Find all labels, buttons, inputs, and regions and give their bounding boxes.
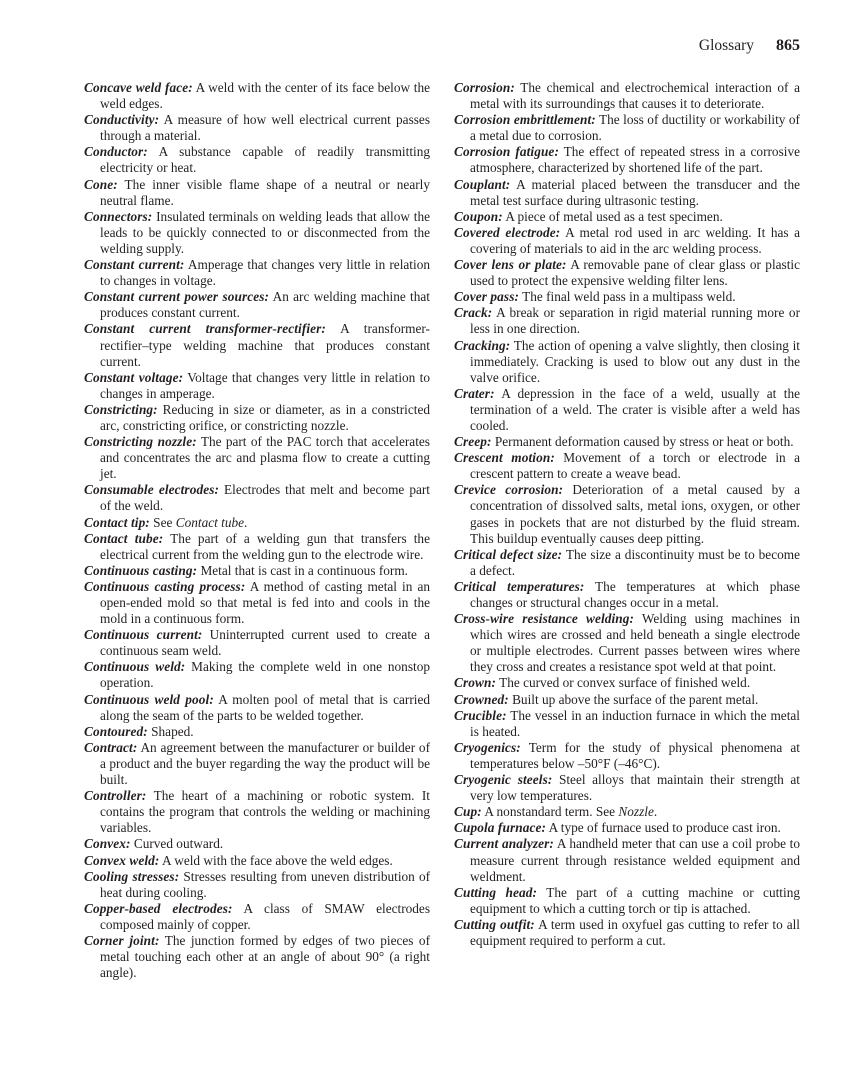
glossary-term: Creep: — [454, 434, 492, 450]
glossary-term: Covered electrode: — [454, 224, 561, 240]
glossary-entry — [454, 209, 800, 225]
glossary-definition: The size a discontinuity must be to become a defect. — [470, 546, 800, 578]
glossary-term: Controller: — [84, 788, 147, 804]
glossary-definition: The temperatures at which phase changes or structural changes occur in a metal. — [470, 578, 800, 610]
glossary-entry — [454, 804, 800, 820]
glossary-definition: An agreement between the manufacturer or builder of a product and the buyer regarding the way the product will be built. — [100, 739, 431, 788]
glossary-definition: Deterioration of a metal caused by a concentration of dissolved salts, metal ions, oxygen, or other gases in pockets that are not disturbed by the fluid stream. This buildup eventually causes deep pitting. — [470, 482, 800, 546]
glossary-definition: A depression in the face of a weld, usually at the termination of a weld. The crater is visible after a weld has cooled. — [470, 385, 800, 433]
glossary-entry — [454, 708, 800, 740]
glossary-definition: A class of SMAW electrodes composed mainly of copper. — [100, 900, 431, 932]
glossary-term: Cross-wire resistance welding: — [454, 611, 635, 627]
glossary-term: Connectors: — [84, 208, 153, 224]
glossary-definition: Permanent deformation caused by stress or heat or both. — [494, 434, 794, 450]
glossary-term: Constricting nozzle: — [84, 434, 197, 450]
glossary-term: Current analyzer: — [454, 836, 554, 852]
glossary-definition: A removable pane of clear glass or plastic used to protect the expensive welding filter lens. — [470, 257, 801, 289]
glossary-entry — [454, 482, 800, 546]
glossary-term: Contract: — [84, 739, 138, 755]
glossary-definition: Term for the study of physical phenomena at temperatures below –50°F (–46°C). — [470, 739, 800, 771]
glossary-definition: Movement of a torch or electrode in a crescent pattern to create a weave bead. — [470, 450, 800, 482]
glossary-term: Consumable electrodes: — [84, 482, 220, 498]
glossary-definition: A metal rod used in arc welding. It has a covering of materials to aid in the arc welding process. — [470, 224, 800, 256]
glossary-definition: A term used in oxyfuel gas cutting to refer to all equipment required to perform a cut. — [470, 916, 801, 948]
glossary-definition: The curved or convex surface of finished weld. — [499, 675, 751, 691]
glossary-term: Cryogenic steels: — [454, 772, 553, 788]
glossary-entry — [84, 177, 430, 209]
glossary-entry — [84, 434, 430, 482]
glossary-term: Crucible: — [454, 707, 507, 723]
glossary-entry — [84, 209, 430, 257]
glossary-term: Critical temperatures: — [454, 578, 585, 594]
glossary-definition: Built up above the surface of the parent metal. — [512, 691, 759, 707]
glossary-column-left — [84, 80, 430, 981]
glossary-entry — [84, 579, 430, 627]
glossary-definition: Insulated terminals on welding leads that allow the leads to be quickly connected to or disconmected from the welding supply. — [100, 208, 430, 256]
glossary-term: Coupon: — [454, 208, 503, 224]
glossary-entry — [454, 836, 800, 884]
glossary-entry — [84, 627, 430, 659]
glossary-entry — [84, 515, 430, 531]
glossary-entry — [84, 740, 430, 788]
glossary-term: Concave weld face: — [84, 80, 193, 95]
glossary-definition: The chemical and electrochemical interaction of a metal with its surroundings that causes it to deteriorate. — [470, 80, 800, 112]
glossary-definition: Steel alloys that maintain their strength at very low temperatures. — [470, 772, 800, 804]
glossary-definition: Uninterrupted current used to create a continuous seam weld. — [100, 627, 430, 659]
glossary-entry — [84, 692, 430, 724]
glossary-definition-tail: . — [244, 514, 248, 530]
glossary-definition: The part of a welding gun that transfers the electrical current from the welding gun to the electrode wire. — [100, 530, 430, 562]
glossary-entry — [84, 869, 430, 901]
glossary-definition: Shaped. — [151, 723, 194, 739]
glossary-entry — [84, 112, 430, 144]
glossary-entry — [84, 257, 430, 289]
glossary-definition: Curved outward. — [133, 836, 224, 852]
glossary-term: Critical defect size: — [454, 546, 563, 562]
glossary-term: Crown: — [454, 675, 496, 691]
glossary-definition-tail: . — [653, 804, 658, 820]
glossary-term: Cup: — [454, 804, 482, 820]
glossary-term: Corner joint: — [84, 932, 160, 948]
glossary-definition: A material placed between the transducer and the metal test surface during ultrasonic testing. — [470, 176, 800, 208]
glossary-term: Cutting head: — [454, 884, 538, 900]
glossary-definition: A break or separation in rigid material running more or less in one direction. — [470, 305, 801, 337]
glossary-term: Corrosion: — [454, 80, 515, 95]
cross-reference: Contact tube — [175, 514, 245, 530]
glossary-column-right — [454, 80, 800, 949]
glossary-definition: The heart of a machining or robotic system. It contains the program that controls the welding or machining variables. — [100, 788, 430, 836]
glossary-entry — [454, 225, 800, 257]
glossary-entry — [454, 177, 800, 209]
glossary-definition: A type of furnace used to produce cast iron. — [548, 820, 781, 836]
glossary-entry — [454, 450, 800, 482]
glossary-entry — [454, 80, 800, 112]
glossary-entry — [454, 692, 800, 708]
glossary-term: Contact tube: — [84, 530, 164, 546]
glossary-entry — [84, 836, 430, 852]
glossary-entry — [454, 820, 800, 836]
glossary-term: Corrosion fatigue: — [454, 144, 559, 160]
glossary-term: Cone: — [84, 176, 118, 192]
glossary-entry — [454, 257, 800, 289]
section-name: Glossary — [698, 37, 754, 54]
glossary-definition: The inner visible flame shape of a neutral or nearly neutral flame. — [100, 176, 430, 208]
glossary-term: Constant current transformer-rectifier: — [84, 321, 326, 337]
glossary-entry — [454, 547, 800, 579]
glossary-term: Cover lens or plate: — [454, 257, 567, 273]
glossary-entry — [84, 80, 430, 112]
glossary-entry — [84, 531, 430, 563]
glossary-definition: The action of opening a valve slightly, then closing it immediately. Cracking is used to blow out any dust in the valve orifice. — [470, 337, 800, 385]
glossary-term: Copper-based electrodes: — [84, 900, 233, 916]
glossary-definition: Stresses resulting from uneven distribution of heat during cooling. — [100, 868, 431, 900]
glossary-entry — [454, 917, 800, 949]
glossary-term: Continuous current: — [84, 627, 203, 643]
glossary-entry — [84, 370, 430, 402]
glossary-entry — [454, 885, 800, 917]
glossary-definition: The effect of repeated stress in a corrosive atmosphere, characterized by shortened life of the part. — [470, 144, 801, 176]
glossary-definition: A transformer-rectifier–type welding machine that produces constant current. — [100, 321, 430, 369]
glossary-entry — [84, 144, 430, 176]
glossary-definition: A measure of how well electrical current passes through a material. — [100, 112, 430, 144]
glossary-entry — [454, 611, 800, 675]
glossary-definition: A method of casting metal in an open-ended mold so that metal is fed into and cools in the mold in a continuous form. — [100, 578, 431, 627]
glossary-term: Crater: — [454, 385, 495, 401]
glossary-term: Continuous weld pool: — [84, 691, 214, 707]
glossary-entry — [84, 901, 430, 933]
glossary-term: Continuous weld: — [84, 659, 186, 675]
glossary-entry — [454, 144, 800, 176]
cross-reference: Nozzle — [618, 804, 654, 820]
glossary-entry — [84, 659, 430, 691]
glossary-definition: A piece of metal used as a test specimen. — [505, 208, 723, 224]
glossary-term: Crowned: — [454, 691, 509, 707]
glossary-entry — [84, 788, 430, 836]
glossary-entry — [454, 675, 800, 691]
glossary-term: Constant current power sources: — [84, 289, 270, 305]
glossary-term: Conductor: — [84, 144, 148, 160]
glossary-term: Crescent motion: — [454, 450, 555, 466]
page-number: 865 — [776, 37, 800, 54]
glossary-entry — [454, 579, 800, 611]
glossary-term: Cooling stresses: — [84, 868, 180, 884]
glossary-definition: The final weld pass in a multipass weld. — [522, 289, 736, 305]
glossary-definition: See — [153, 514, 176, 530]
glossary-entry — [454, 305, 800, 337]
glossary-definition: Amperage that changes very little in relation to changes in voltage. — [100, 257, 430, 289]
glossary-term: Crevice corrosion: — [454, 482, 564, 498]
glossary-definition: Welding using machines in which wires are crossed and held beneath a single electrode or multiple electrodes. Current passes between wires where they cross and creates a resistance spot weld at that point. — [470, 611, 800, 675]
glossary-definition: The loss of ductility or workability of a metal due to corrosion. — [470, 112, 800, 144]
glossary-entry — [454, 338, 800, 386]
glossary-definition: A weld with the face above the weld edges. — [162, 852, 393, 868]
glossary-definition: A handheld meter that can use a coil probe to measure current through resistance welded equipment and weldment. — [470, 836, 800, 884]
glossary-entry — [84, 563, 430, 579]
glossary-term: Contact tip: — [84, 514, 150, 530]
glossary-entry — [454, 289, 800, 305]
glossary-definition: The junction formed by edges of two pieces of metal touching each other at an angle of about 90° (a right angle). — [100, 932, 430, 981]
glossary-term: Continuous casting: — [84, 562, 198, 578]
glossary-term: Constant current: — [84, 257, 185, 273]
glossary-term: Cupola furnace: — [454, 820, 547, 836]
glossary-definition: A molten pool of metal that is carried along the seam of the parts to be welded together. — [100, 691, 430, 723]
glossary-term: Convex weld: — [84, 852, 160, 868]
glossary-entry — [454, 740, 800, 772]
glossary-term: Cracking: — [454, 337, 511, 353]
glossary-entry — [84, 402, 430, 434]
glossary-definition: Voltage that changes very little in relation to changes in amperage. — [100, 369, 430, 401]
glossary-definition: Electrodes that melt and become part of the weld. — [100, 482, 431, 514]
glossary-term: Constricting: — [84, 401, 158, 417]
glossary-definition: An arc welding machine that produces constant current. — [100, 289, 430, 321]
glossary-term: Cover pass: — [454, 289, 519, 305]
glossary-term: Convex: — [84, 836, 131, 852]
glossary-definition: A nonstandard term. See — [484, 804, 619, 820]
glossary-entry — [454, 112, 800, 144]
glossary-term: Corrosion embrittlement: — [454, 112, 596, 128]
glossary-term: Constant voltage: — [84, 369, 184, 385]
glossary-term: Cutting outfit: — [454, 916, 535, 932]
glossary-term: Couplant: — [454, 176, 511, 192]
glossary-entry — [84, 289, 430, 321]
glossary-definition: The part of a cutting machine or cutting equipment to which a cutting torch or tip is attached. — [470, 884, 800, 916]
glossary-entry — [84, 853, 430, 869]
running-head — [699, 37, 800, 55]
glossary-definition: The vessel in an induction furnace in which the metal is heated. — [470, 707, 800, 739]
glossary-term: Crack: — [454, 305, 493, 321]
glossary-term: Continuous casting process: — [84, 578, 246, 594]
glossary-term: Contoured: — [84, 723, 148, 739]
glossary-entry — [84, 933, 430, 981]
glossary-term: Conductivity: — [84, 112, 160, 128]
glossary-entry — [84, 482, 430, 514]
glossary-definition: A substance capable of readily transmitting electricity or heat. — [100, 144, 431, 176]
glossary-definition: The part of the PAC torch that accelerates and concentrates the arc and plasma flow to create a cutting jet. — [100, 434, 430, 482]
glossary-definition: A weld with the center of its face below the weld edges. — [100, 80, 430, 112]
glossary-definition: Reducing in size or diameter, as in a constricted arc, constricting orifice, or constricting nozzle. — [100, 401, 430, 433]
glossary-entry — [454, 434, 800, 450]
glossary-entry — [84, 724, 430, 740]
glossary-definition: Making the complete weld in one nonstop operation. — [100, 659, 430, 691]
glossary-entry — [454, 772, 800, 804]
glossary-entry — [84, 321, 430, 369]
glossary-entry — [454, 386, 800, 434]
glossary-term: Cryogenics: — [454, 739, 521, 755]
glossary-definition: Metal that is cast in a continuous form. — [200, 562, 408, 578]
